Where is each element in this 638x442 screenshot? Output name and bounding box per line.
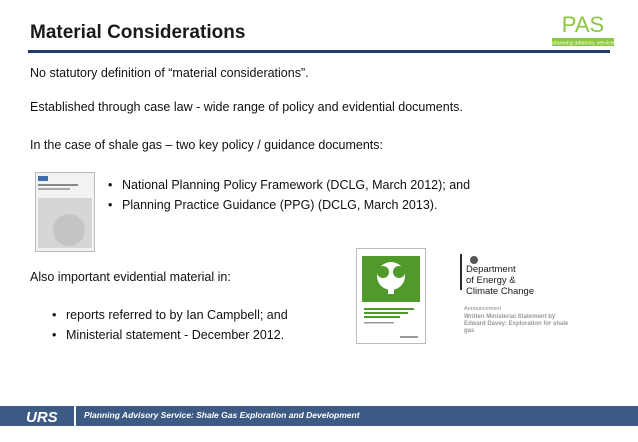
- bullet-glyph: •: [52, 328, 57, 342]
- urs-logo-text: URS: [26, 409, 58, 426]
- bullet-glyph: •: [52, 308, 57, 322]
- bullet-nppf: [108, 178, 470, 192]
- nppf-document-thumbnail: [35, 172, 95, 252]
- paragraph-statutory: No statutory definition of “material considerations”.: [30, 66, 309, 80]
- decc-heading-line2: Edward Davey: Exploration for shale: [464, 321, 569, 327]
- decc-heading-line1: Written Ministerial Statement by: [464, 314, 556, 320]
- bullet-ministerial-statement: [52, 328, 284, 342]
- footer-text: Planning Advisory Service: Shale Gas Exploration and Development: [84, 410, 360, 420]
- decc-announcement-thumbnail: [460, 252, 578, 344]
- decc-label: Announcement: [464, 306, 501, 312]
- shale-gas-report-thumbnail: [356, 248, 426, 344]
- paragraph-evidential: Also important evidential material in:: [30, 270, 231, 284]
- decc-name-line2: of Energy &: [466, 275, 516, 286]
- pas-logo: [550, 8, 616, 48]
- title-underline: [28, 50, 610, 53]
- decc-heading-line3: gas: [464, 328, 475, 334]
- urs-logo: [18, 406, 76, 426]
- bullet-campbell-reports: [52, 308, 288, 322]
- footer-divider: [74, 406, 76, 426]
- bullet-glyph: •: [108, 198, 113, 212]
- pas-logo-tagline: planning advisory service: [552, 40, 614, 47]
- bullet-ppg: [108, 198, 437, 212]
- decc-name-line3: Climate Change: [466, 286, 535, 297]
- bullet-ppg-text: Planning Practice Guidance (PPG) (DCLG, March 2013).: [122, 198, 438, 212]
- decc-name-line1: Department: [466, 264, 516, 275]
- bullet-nppf-text: National Planning Policy Framework (DCLG, March 2012); and: [122, 178, 471, 192]
- paragraph-case-law: Established through case law - wide range of policy and evidential documents.: [30, 100, 463, 114]
- bullet-campbell-text: reports referred to by Ian Campbell; and: [66, 308, 288, 322]
- paragraph-shale-gas: In the case of shale gas – two key policy / guidance documents:: [30, 138, 383, 152]
- bullet-glyph: •: [108, 178, 113, 192]
- pas-logo-text: PAS: [561, 12, 605, 37]
- bullet-ministerial-text: Ministerial statement - December 2012.: [66, 328, 285, 342]
- crest-icon: [470, 256, 478, 264]
- slide-title: Material Considerations: [30, 22, 246, 43]
